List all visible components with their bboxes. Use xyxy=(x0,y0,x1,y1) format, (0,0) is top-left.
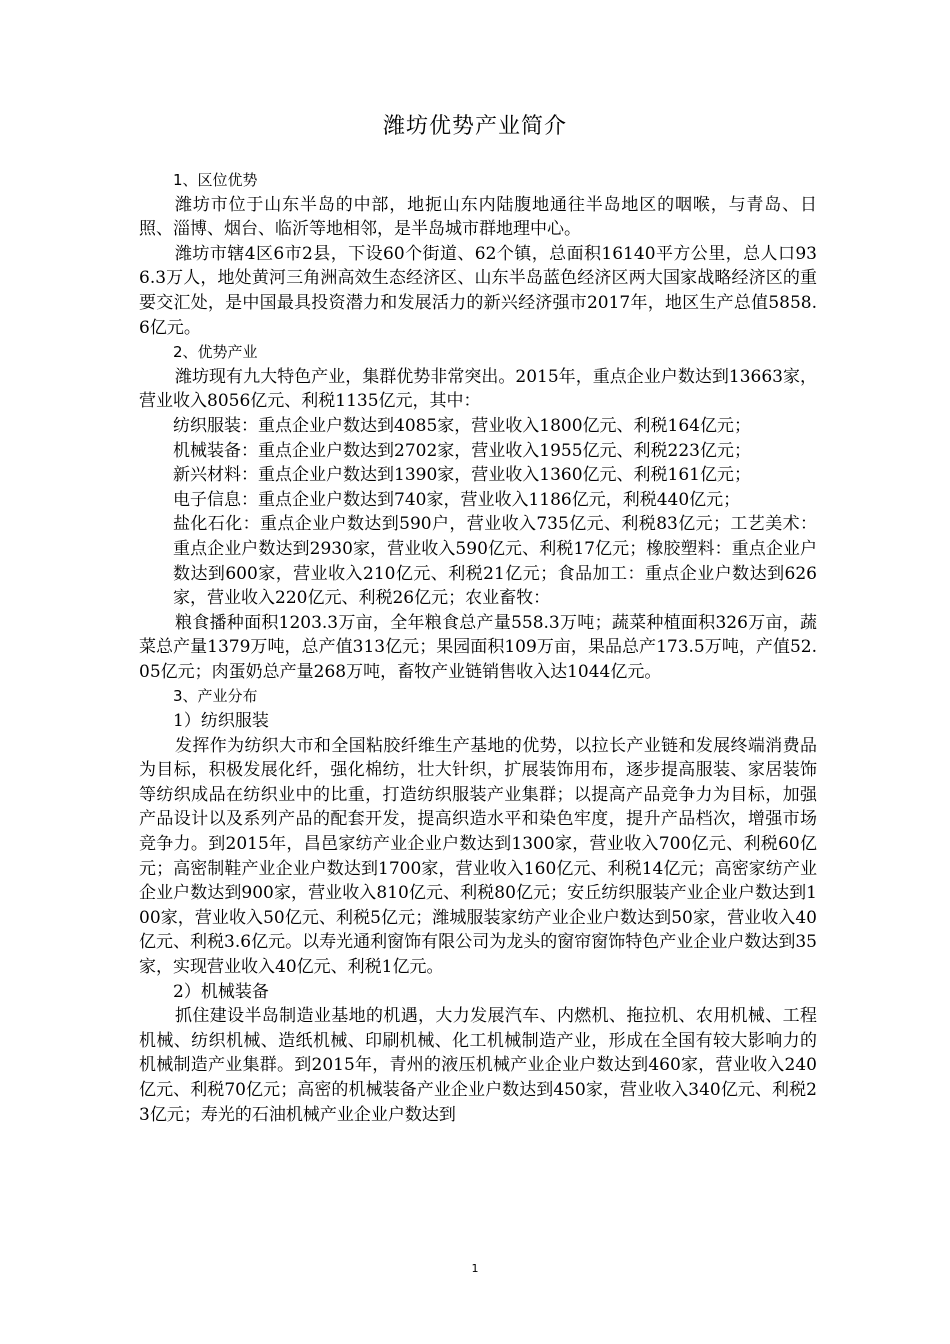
section-heading-industries: 2、优势产业 xyxy=(173,343,258,362)
list-item: 纺织服装：重点企业户数达到4085家，营业收入1800亿元、利税164亿元； xyxy=(173,415,751,436)
document-title: 潍坊优势产业简介 xyxy=(382,114,567,139)
paragraph-location-1: 潍坊市位于山东半岛的中部，地扼山东内陆腹地通往半岛地区的咽喉，与青岛、日照、淄博、烟台、临沂等地相邻，是半岛城市群地理中心。 xyxy=(139,194,817,240)
list-item: 机械装备：重点企业户数达到2702家，营业收入1955亿元、利税223亿元； xyxy=(173,440,751,461)
page-number: 1 xyxy=(471,1262,479,1275)
list-item: 电子信息：重点企业户数达到740家，营业收入1186亿元，利税440亿元； xyxy=(173,489,741,510)
list-item: 新兴材料：重点企业户数达到1390家，营业收入1360亿元、利税161亿元； xyxy=(173,465,751,486)
list-item: 盐化石化：重点企业户数达到590户，营业收入735亿元、利税83亿元；工艺美术：重点企业户数达到2930家，营业收入590亿元、利税17亿元；橡胶塑料：重点企业户数达到600家，营业收入210亿元、利税21亿元；食品加工：重点企业户数达到626家，营业收入220亿元、利税26亿元；农业畜牧： xyxy=(173,514,817,609)
paragraph-industries-intro: 潍坊现有九大特色产业，集群优势非常突出。2015年，重点企业户数达到13663家，营业收入8056亿元、利税1135亿元，其中： xyxy=(139,366,817,412)
subheading-machinery: 2）机械装备 xyxy=(173,981,269,1002)
paragraph-textile: 发挥作为纺织大市和全国粘胶纤维生产基地的优势，以拉长产业链和发展终端消费品为目标，积极发展化纤，强化棉纺，壮大针织，扩展装饰用布，逐步提高服装、家居装饰等纺织成品在纺织业中的比重，打造纺织服装产业集群；以提高产品竞争力为目标，加强产品设计以及系列产品的配套开发，提高织造水平和染色牢度，提升产品档次，增强市场竞争力。到2015年，昌邑家纺产业企业户数达到1300家，营业收入700亿元、利税60亿元；高密制鞋产业企业户数达到1700家，营业收入160亿元、利税14亿元；高密家纺产业企业户数达到900家，营业收入810亿元、利税80亿元；安丘纺织服装产业企业户数达到100家，营业收入50亿元、利税5亿元；潍城服装家纺产业企业户数达到50家，营业收入40亿元、利税3.6亿元。以寿光通利窗饰有限公司为龙头的窗帘窗饰特色产业企业户数达到35家，实现营业收入40亿元、利税1亿元。 xyxy=(139,735,817,977)
paragraph-machinery: 抓住建设半岛制造业基地的机遇，大力发展汽车、内燃机、拖拉机、农用机械、工程机械、纺织机械、造纸机械、印刷机械、化工机械制造产业，形成在全国有较大影响力的机械制造产业集群。到2015年，青州的液压机械产业企业户数达到460家，营业收入240亿元、利税70亿元；高密的机械装备产业企业户数达到450家，营业收入340亿元、利税23亿元；寿光的石油机械产业企业户数达到 xyxy=(139,1006,817,1125)
subheading-textile: 1）纺织服装 xyxy=(173,711,269,732)
section-heading-location: 1、区位优势 xyxy=(173,171,258,189)
paragraph-agriculture: 粮食播种面积1203.3万亩，全年粮食总产量558.3万吨；蔬菜种植面积326万亩，蔬菜总产量1379万吨，总产值313亿元；果园面积109万亩，果品总产173.5万吨，产值52.05亿元；肉蛋奶总产量268万吨，畜牧产业链销售收入达1044亿元。 xyxy=(139,612,817,682)
section-heading-distribution: 3、产业分布 xyxy=(173,687,258,706)
document-body xyxy=(139,168,817,1127)
paragraph-location-2: 潍坊市辖4区6市2县，下设60个街道、62个镇，总面积16140平方公里，总人口936.3万人，地处黄河三角洲高效生态经济区、山东半岛蓝色经济区两大国家战略经济区的重要交汇处，是中国最具投资潜力和发展活力的新兴经济强市2017年，地区生产总值5858.6亿元。 xyxy=(139,243,817,338)
industry-list xyxy=(139,414,817,611)
